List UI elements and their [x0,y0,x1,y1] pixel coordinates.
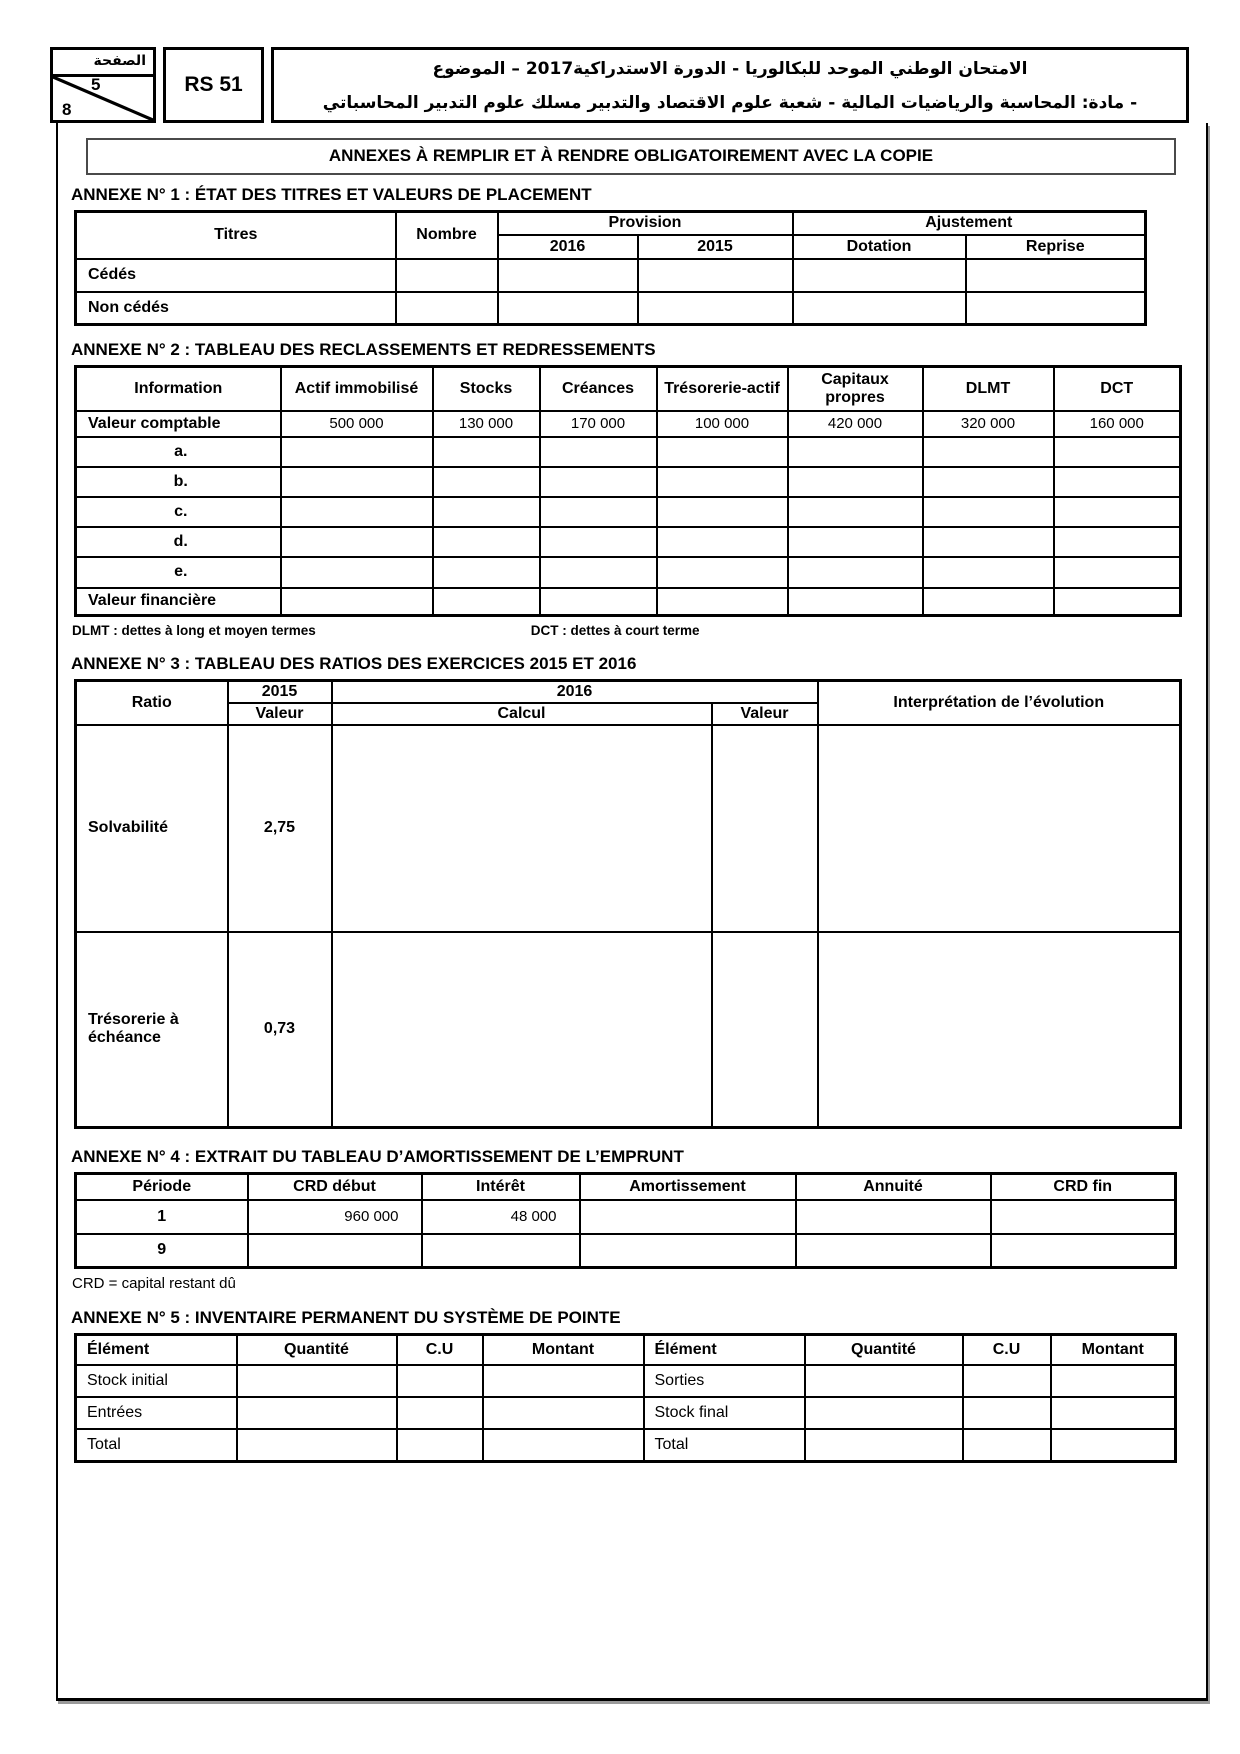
row-label-valeur-comptable: Valeur comptable [76,411,281,437]
empty-cell [396,292,498,325]
valeur-comptable-actif: 500 000 [281,411,433,437]
content-frame [56,123,1208,1701]
footnote-dct: DCT : dettes à court terme [530,623,700,638]
row-label-a: a. [76,437,281,467]
page-current: 5 [91,75,101,94]
row-label-total-left: Total [76,1429,237,1462]
col-stocks: Stocks [433,367,540,411]
col-tresorerie-actif: Trésorerie-actif [657,367,788,411]
empty-cell [657,557,788,588]
empty-cell [712,725,818,932]
table-row [76,1174,1176,1200]
empty-cell [580,1200,796,1234]
col-valeur-2016: Valeur [712,703,818,725]
row-label-cedes: Cédés [76,259,396,292]
annexe5-title: ANNEXE N° 5 : INVENTAIRE PERMANENT DU SYSTÈME DE POINTE [71,1308,621,1327]
empty-cell [433,588,540,616]
empty-cell [1054,467,1181,497]
row-label-total-right: Total [644,1429,805,1462]
col-ajustement: Ajustement [793,212,1146,235]
empty-cell [793,259,966,292]
table-row [76,411,1181,437]
col-ratio: Ratio [76,681,228,725]
row-label-e: e. [76,557,281,588]
annexe2-footnotes [72,623,1206,638]
table-row [76,1429,1176,1462]
empty-cell [397,1429,483,1462]
col-titres: Titres [76,212,396,259]
empty-cell [580,1234,796,1268]
empty-cell [540,557,657,588]
page-fraction [53,77,153,120]
empty-cell [712,932,818,1128]
table-row [76,437,1181,467]
empty-cell [498,259,638,292]
footnote-crd: CRD = capital restant dû [72,1275,236,1292]
empty-cell [483,1365,644,1397]
row-label-solvabilite: Solvabilité [76,725,228,932]
table-row [76,212,1146,235]
empty-cell [248,1234,422,1268]
empty-cell [540,437,657,467]
col-dotation: Dotation [793,235,966,259]
table-row [76,1365,1176,1397]
col-interpretation: Interprétation de l’évolution [818,681,1181,725]
exam-title-line2: - مادة: المحاسبة والرياضيات المالية - شعبة علوم الاقتصاد والتدبير مسلك علوم التدبير المحاسباتي [322,93,1138,113]
empty-cell [281,588,433,616]
col-2016: 2016 [498,235,638,259]
valeur-comptable-stocks: 130 000 [433,411,540,437]
empty-cell [281,527,433,557]
empty-cell [1054,527,1181,557]
empty-cell [396,259,498,292]
col-capitaux-propres: Capitaux propres [788,367,923,411]
empty-cell [963,1365,1051,1397]
col-dct: DCT [1054,367,1181,411]
row-label-c: c. [76,497,281,527]
valeur-comptable-dct: 160 000 [1054,411,1181,437]
valeur-comptable-creances: 170 000 [540,411,657,437]
empty-cell [638,259,793,292]
empty-cell [966,292,1146,325]
annexe3-title: ANNEXE N° 3 : TABLEAU DES RATIOS DES EXERCICES 2015 ET 2016 [71,654,637,673]
empty-cell [540,527,657,557]
col-cu-right: C.U [963,1335,1051,1365]
empty-cell [1054,588,1181,616]
footnote-dlmt: DLMT : dettes à long et moyen termes [72,623,316,638]
empty-cell [788,588,923,616]
col-reprise: Reprise [966,235,1146,259]
table-row [76,1397,1176,1429]
annexe5-table [74,1333,1177,1463]
empty-cell [540,497,657,527]
table-row [76,292,1146,325]
row-label-valeur-financiere: Valeur financière [76,588,281,616]
table-row [76,467,1181,497]
empty-cell [923,497,1054,527]
col-calcul: Calcul [332,703,712,725]
empty-cell [1051,1397,1176,1429]
tresorerie-valeur-2015: 0,73 [228,932,332,1128]
col-crd-fin: CRD fin [991,1174,1176,1200]
empty-cell [657,437,788,467]
empty-cell [397,1365,483,1397]
annexe4-table [74,1172,1177,1269]
empty-cell [923,527,1054,557]
annexe2-title: ANNEXE N° 2 : TABLEAU DES RECLASSEMENTS ET REDRESSEMENTS [71,340,656,359]
exam-title-box [271,47,1189,123]
exam-ref-code: RS 51 [163,47,264,123]
periode-9: 9 [76,1234,248,1268]
empty-cell [433,497,540,527]
table-row [76,1200,1176,1234]
empty-cell [1051,1429,1176,1462]
empty-cell [540,588,657,616]
empty-cell [433,527,540,557]
empty-cell [483,1429,644,1462]
col-information: Information [76,367,281,411]
empty-cell [540,467,657,497]
empty-cell [1054,497,1181,527]
empty-cell [805,1429,963,1462]
empty-cell [237,1429,397,1462]
table-row [76,1234,1176,1268]
empty-cell [818,932,1181,1128]
empty-cell [237,1397,397,1429]
empty-cell [923,557,1054,588]
empty-cell [923,467,1054,497]
page-label: الصفحة [53,50,153,77]
table-row [76,367,1181,411]
table-row [76,497,1181,527]
col-amortissement: Amortissement [580,1174,796,1200]
col-2016: 2016 [332,681,818,703]
table-row [76,588,1181,616]
col-element-left: Élément [76,1335,237,1365]
row-label-non-cedes: Non cédés [76,292,396,325]
annexe1-table [74,210,1147,326]
empty-cell [483,1397,644,1429]
row-label-stock-initial: Stock initial [76,1365,237,1397]
empty-cell [923,437,1054,467]
empty-cell [966,259,1146,292]
empty-cell [422,1234,580,1268]
empty-cell [397,1397,483,1429]
empty-cell [657,527,788,557]
empty-cell [237,1365,397,1397]
empty-cell [796,1234,991,1268]
annexe2-table [74,365,1182,617]
valeur-comptable-tresorerie: 100 000 [657,411,788,437]
col-creances: Créances [540,367,657,411]
empty-cell [1051,1365,1176,1397]
empty-cell [923,588,1054,616]
table-row [76,932,1181,1128]
table-row [76,557,1181,588]
empty-cell [963,1429,1051,1462]
row-label-tresorerie-echeance: Trésorerie à échéance [76,932,228,1128]
empty-cell [433,437,540,467]
empty-cell [332,725,712,932]
empty-cell [788,467,923,497]
annexe1-title: ANNEXE N° 1 : ÉTAT DES TITRES ET VALEURS DE PLACEMENT [71,185,592,204]
page-number-box [50,47,156,123]
empty-cell [281,557,433,588]
page-total: 8 [62,100,72,119]
table-row [76,681,1181,703]
col-cu-left: C.U [397,1335,483,1365]
empty-cell [796,1200,991,1234]
row-label-b: b. [76,467,281,497]
col-element-right: Élément [644,1335,805,1365]
col-nombre: Nombre [396,212,498,259]
solvabilite-valeur-2015: 2,75 [228,725,332,932]
periode-1: 1 [76,1200,248,1234]
empty-cell [332,932,712,1128]
table-row [76,1335,1176,1365]
empty-cell [657,467,788,497]
col-actif-immobilise: Actif immobilisé [281,367,433,411]
empty-cell [788,497,923,527]
crd-debut-1: 960 000 [248,1200,422,1234]
empty-cell [657,588,788,616]
col-quantite-left: Quantité [237,1335,397,1365]
empty-cell [281,497,433,527]
empty-cell [963,1397,1051,1429]
valeur-comptable-capitaux: 420 000 [788,411,923,437]
col-montant-left: Montant [483,1335,644,1365]
col-annuite: Annuité [796,1174,991,1200]
empty-cell [281,467,433,497]
empty-cell [788,557,923,588]
col-valeur-2015: Valeur [228,703,332,725]
empty-cell [805,1397,963,1429]
row-label-entrees: Entrées [76,1397,237,1429]
empty-cell [498,292,638,325]
row-label-sorties: Sorties [644,1365,805,1397]
col-2015: 2015 [228,681,332,703]
col-crd-debut: CRD début [248,1174,422,1200]
empty-cell [1054,437,1181,467]
col-montant-right: Montant [1051,1335,1176,1365]
annexe4-title: ANNEXE N° 4 : EXTRAIT DU TABLEAU D’AMORTISSEMENT DE L’EMPRUNT [71,1147,684,1166]
annexes-banner: ANNEXES À REMPLIR ET À RENDRE OBLIGATOIREMENT AVEC LA COPIE [86,138,1176,175]
table-row [76,725,1181,932]
empty-cell [788,437,923,467]
row-label-stock-final: Stock final [644,1397,805,1429]
empty-cell [805,1365,963,1397]
empty-cell [788,527,923,557]
col-quantite-right: Quantité [805,1335,963,1365]
table-row [76,527,1181,557]
col-interet: Intérêt [422,1174,580,1200]
col-2015: 2015 [638,235,793,259]
empty-cell [657,497,788,527]
col-provision: Provision [498,212,793,235]
col-periode: Période [76,1174,248,1200]
row-label-d: d. [76,527,281,557]
empty-cell [638,292,793,325]
empty-cell [991,1234,1176,1268]
annexe3-table [74,679,1182,1129]
empty-cell [991,1200,1176,1234]
interet-1: 48 000 [422,1200,580,1234]
empty-cell [433,557,540,588]
empty-cell [281,437,433,467]
valeur-comptable-dlmt: 320 000 [923,411,1054,437]
empty-cell [818,725,1181,932]
exam-title-line1: الامتحان الوطني الموحد للبكالوريا - الدورة الاستدراكية2017 – الموضوع [432,59,1028,79]
col-dlmt: DLMT [923,367,1054,411]
empty-cell [433,467,540,497]
table-row [76,259,1146,292]
empty-cell [1054,557,1181,588]
empty-cell [793,292,966,325]
